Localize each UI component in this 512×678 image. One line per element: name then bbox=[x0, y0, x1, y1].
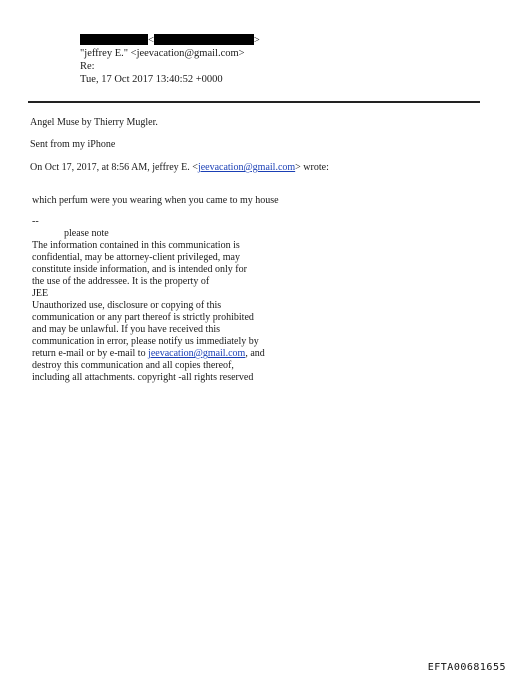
disclaimer-line: communication in error, please notify us immediately by bbox=[32, 336, 259, 347]
disclaimer-line: destroy this communication and all copies thereof, bbox=[32, 360, 234, 371]
disclaimer-line: the use of the addressee. It is the property of bbox=[32, 276, 210, 287]
from-value bbox=[80, 34, 260, 47]
date-value: Tue, 17 Oct 2017 13:40:52 +0000 bbox=[80, 74, 223, 85]
disclaimer-line: communication or any part thereof is strictly prohibited bbox=[32, 312, 254, 323]
quoted-message: which perfum were you wearing when you came to my house bbox=[32, 195, 279, 206]
header-divider bbox=[28, 101, 480, 103]
disclaimer-line bbox=[32, 348, 265, 360]
please-note: please note bbox=[64, 228, 109, 239]
disclaimer-line: confidential, may be attorney-client privileged, may bbox=[32, 252, 240, 263]
signature-dash: -- bbox=[32, 216, 39, 227]
reply-line-1: Angel Muse by Thierry Mugler. bbox=[30, 117, 158, 128]
quote-email-link[interactable]: jeevacation@gmail.com bbox=[197, 162, 296, 173]
redaction-bar bbox=[80, 34, 148, 45]
disclaimer-line: The information contained in this communication is bbox=[32, 240, 240, 251]
subject-value: Re: bbox=[80, 61, 95, 72]
disclaimer-line: and may be unlawful. If you have received this bbox=[32, 324, 220, 335]
quote-prefix: On Oct 17, 2017, at 8:56 AM, jeffrey E. < bbox=[30, 162, 198, 173]
quote-suffix: > wrote: bbox=[295, 162, 329, 173]
disclaimer bbox=[32, 240, 265, 384]
from-separator-close: > bbox=[253, 35, 260, 46]
disclaimer-line: JEE bbox=[32, 288, 49, 299]
disclaimer-line: including all attachments. copyright -all rights reserved bbox=[32, 372, 254, 383]
to-value: "jeffrey E." <jeevacation@gmail.com> bbox=[80, 48, 245, 59]
disclaimer-line: constitute inside information, and is intended only for bbox=[32, 264, 247, 275]
notify-suffix: , and bbox=[245, 348, 265, 359]
quote-attribution bbox=[30, 162, 329, 174]
from-separator-open: < bbox=[148, 35, 154, 46]
reply-line-2: Sent from my iPhone bbox=[30, 139, 116, 150]
notify-prefix: return e-mail or by e-mail to bbox=[32, 348, 149, 359]
disclaimer-line: Unauthorized use, disclosure or copying of this bbox=[32, 300, 222, 311]
redaction-bar bbox=[154, 34, 254, 45]
notify-email-link[interactable]: jeevacation@gmail.com bbox=[148, 348, 246, 359]
document-id: EFTA00681655 bbox=[427, 662, 506, 673]
